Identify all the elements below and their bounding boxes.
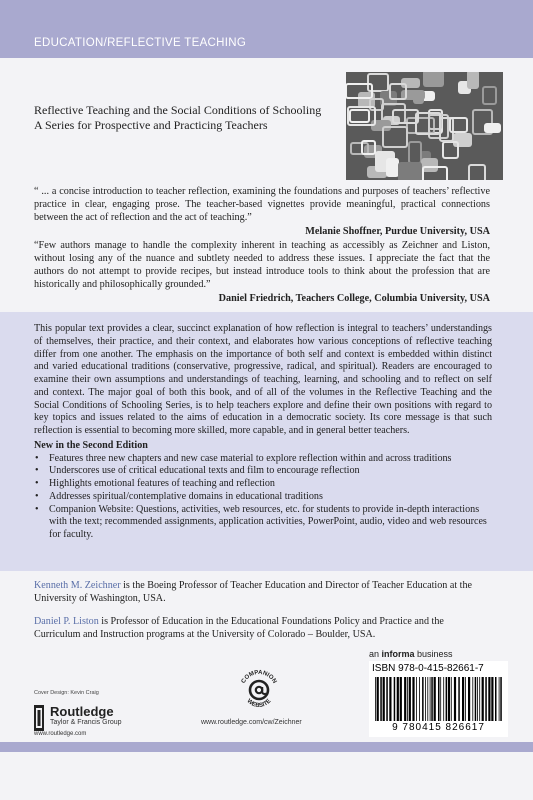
barcode-bar — [383, 677, 385, 721]
barcode-bar — [400, 677, 402, 721]
informa-brand: informa — [381, 649, 415, 659]
mosaic-tile — [361, 140, 376, 155]
author-bio — [34, 579, 492, 605]
barcode-bar — [491, 677, 493, 721]
barcode-bar — [458, 677, 460, 721]
barcode-icon — [375, 677, 503, 721]
barcode-bar — [495, 677, 497, 721]
mosaic-tile — [423, 72, 444, 87]
barcode-bar — [446, 677, 448, 721]
bottom-band — [0, 742, 533, 752]
series-line-2: A Series for Prospective and Practicing Teachers — [34, 118, 268, 132]
barcode-bar — [477, 677, 478, 721]
companion-top-text: COMPANION — [240, 669, 278, 685]
companion-bottom-text: WEBSITE — [245, 698, 273, 710]
barcode-bar — [500, 677, 502, 721]
barcode-bar — [454, 677, 456, 721]
informa-prefix: an — [369, 649, 382, 659]
mosaic-tile — [467, 72, 479, 89]
barcode-bar — [440, 677, 441, 721]
informa-business-label — [369, 649, 453, 659]
barcode-bar — [407, 677, 408, 721]
barcode-bar — [377, 677, 379, 721]
cover-design-credit: Cover Design: Kevin Craig — [34, 690, 99, 696]
barcode-bar — [465, 677, 466, 721]
quote-text: “ ... a concise introduction to teacher reflection, examining the foundations and purposes of teachers’ reflective practice in clear, engaging prose. The teacher-based vignettes provide meaningful, practical connections between the act of reflection and the act of teaching.” — [34, 186, 490, 224]
endorsements — [34, 185, 490, 306]
barcode-bar — [482, 677, 484, 721]
barcode-bar — [416, 677, 417, 721]
publisher-group: Taylor & Francis Group — [50, 719, 122, 726]
barcode-bar — [448, 677, 450, 721]
barcode-bar — [431, 677, 433, 721]
svg-text:COMPANION — [241, 670, 277, 685]
companion-website-logo-icon — [236, 667, 282, 713]
barcode-digits: 9 780415 826617 — [392, 722, 485, 733]
barcode-bar — [419, 677, 420, 721]
author-bios — [34, 579, 492, 651]
barcode-bar — [499, 677, 500, 721]
quote-text: “Few authors manage to handle the complexity inherent in teaching as accessibly as Zeichner and Liston, without losing any of the nuance and subtlety needed to address these issues. I appreciate the fact that the authors do not attempt to provide recipes, but instead introduce tools to think about the profession that are historically and philosophically grounded.” — [34, 239, 490, 291]
barcode-bar — [412, 677, 414, 721]
isbn-text: ISBN 978-0-415-82661-7 — [372, 663, 484, 674]
barcode-bar — [443, 677, 444, 721]
barcode-bar — [409, 677, 411, 721]
author-name: Kenneth M. Zeichner — [34, 580, 121, 591]
quote-attribution: Melanie Shoffner, Purdue University, USA — [305, 225, 490, 237]
series-line-1: Reflective Teaching and the Social Conditions of Schooling — [34, 103, 322, 117]
informa-suffix: business — [414, 649, 453, 659]
barcode-bar — [422, 677, 424, 721]
author-name: Daniel P. Liston — [34, 616, 99, 627]
mosaic-tile — [408, 141, 422, 164]
mosaic-tile — [346, 83, 373, 99]
mosaic-tile — [484, 123, 501, 133]
new-edition-heading: New in the Second Edition — [34, 439, 148, 451]
author-bio — [34, 615, 492, 641]
barcode-bar — [389, 677, 391, 721]
list-item: • Highlights emotional features of teaching and reflection — [34, 478, 492, 491]
mosaic-tile — [422, 166, 448, 180]
barcode-bar — [479, 677, 480, 721]
cover-mosaic-image — [346, 72, 503, 180]
top-band — [0, 0, 533, 58]
barcode-bar — [397, 677, 399, 721]
quote-attribution: Daniel Friedrich, Teachers College, Columbia University, USA — [218, 292, 490, 304]
barcode-bar — [425, 677, 426, 721]
new-edition-list — [34, 453, 492, 542]
mosaic-tile — [382, 126, 408, 148]
barcode-bar — [394, 677, 396, 721]
category-label: EDUCATION/REFLECTIVE TEACHING — [34, 37, 247, 49]
barcode-bar — [485, 677, 487, 721]
mosaic-tile — [392, 109, 419, 124]
barcode-bar — [404, 677, 406, 721]
barcode-bar — [468, 677, 470, 721]
author-bio-text: is the Boeing Professor of Teacher Education and Director of Teacher Education at the University of Washington, USA. — [34, 580, 472, 604]
barcode-bar — [472, 677, 473, 721]
barcode-bar — [434, 677, 436, 721]
mosaic-tile — [347, 106, 376, 126]
list-item: • Addresses spiritual/contemplative domains in educational traditions — [34, 491, 492, 504]
barcode-bar — [451, 677, 452, 721]
publisher-website: www.routledge.com — [34, 731, 87, 737]
list-item: • Features three new chapters and new case material to explore reflection within and across traditions — [34, 453, 492, 466]
mosaic-tile — [482, 86, 497, 105]
description — [34, 323, 492, 542]
companion-website-url: www.routledge.com/cw/Zeichner — [201, 719, 302, 726]
barcode-bar — [430, 677, 431, 721]
barcode-box — [369, 661, 508, 737]
barcode-bar — [386, 677, 388, 721]
barcode-bar — [427, 677, 428, 721]
routledge-logo-icon — [34, 705, 44, 731]
barcode-bar — [380, 677, 382, 721]
barcode-bar — [438, 677, 440, 721]
author-bio-text: is Professor of Education in the Educational Foundations Policy and Practice and the Curriculum and Instruction programs at the University of Colorado – Boulder, USA. — [34, 616, 444, 640]
mosaic-tile — [398, 162, 422, 180]
mosaic-tile — [468, 164, 486, 180]
barcode-bar — [475, 677, 477, 721]
barcode-bar — [375, 677, 376, 721]
list-item: • Companion Website: Questions, activities, web resources, etc. for students to provide in-depth interactions with the text; recommended assignments, application activities, PowerPoint, audio, video and web resources for faculty. — [34, 504, 492, 542]
list-item: • Underscores use of critical educational texts and film to encourage reflection — [34, 465, 492, 478]
barcode-bar — [462, 677, 464, 721]
description-text: This popular text provides a clear, succinct explanation of how reflection is integral to teachers’ understandings of themselves, their practice, and their context, and elaborates how various conceptions of reflective teaching differ from one another. The emphasis on the importance of both self and context is embedded within distinct and varied educational traditions (conservative, progressive, radical, and spiritual). Readers are encouraged to examine their own assumptions and understandings of teaching, learning, and schooling and to reflect on self and context. The major goal of both this book, and of all of the volumes in the Reflective Teaching and the Social Conditions of Schooling Series, is to help teachers explore and define their own positions with regard to key topics and issues related to the aims of education in a democratic society. Its core message is that such reflection is essential to becoming more skilled, more capable, and in general better teachers. — [34, 323, 492, 436]
mosaic-tile — [389, 83, 407, 100]
barcode-bar — [488, 677, 490, 721]
mosaic-tile — [449, 117, 468, 133]
publisher-name: Routledge — [50, 704, 114, 719]
mosaic-tile — [442, 141, 459, 159]
series-title — [34, 103, 321, 133]
